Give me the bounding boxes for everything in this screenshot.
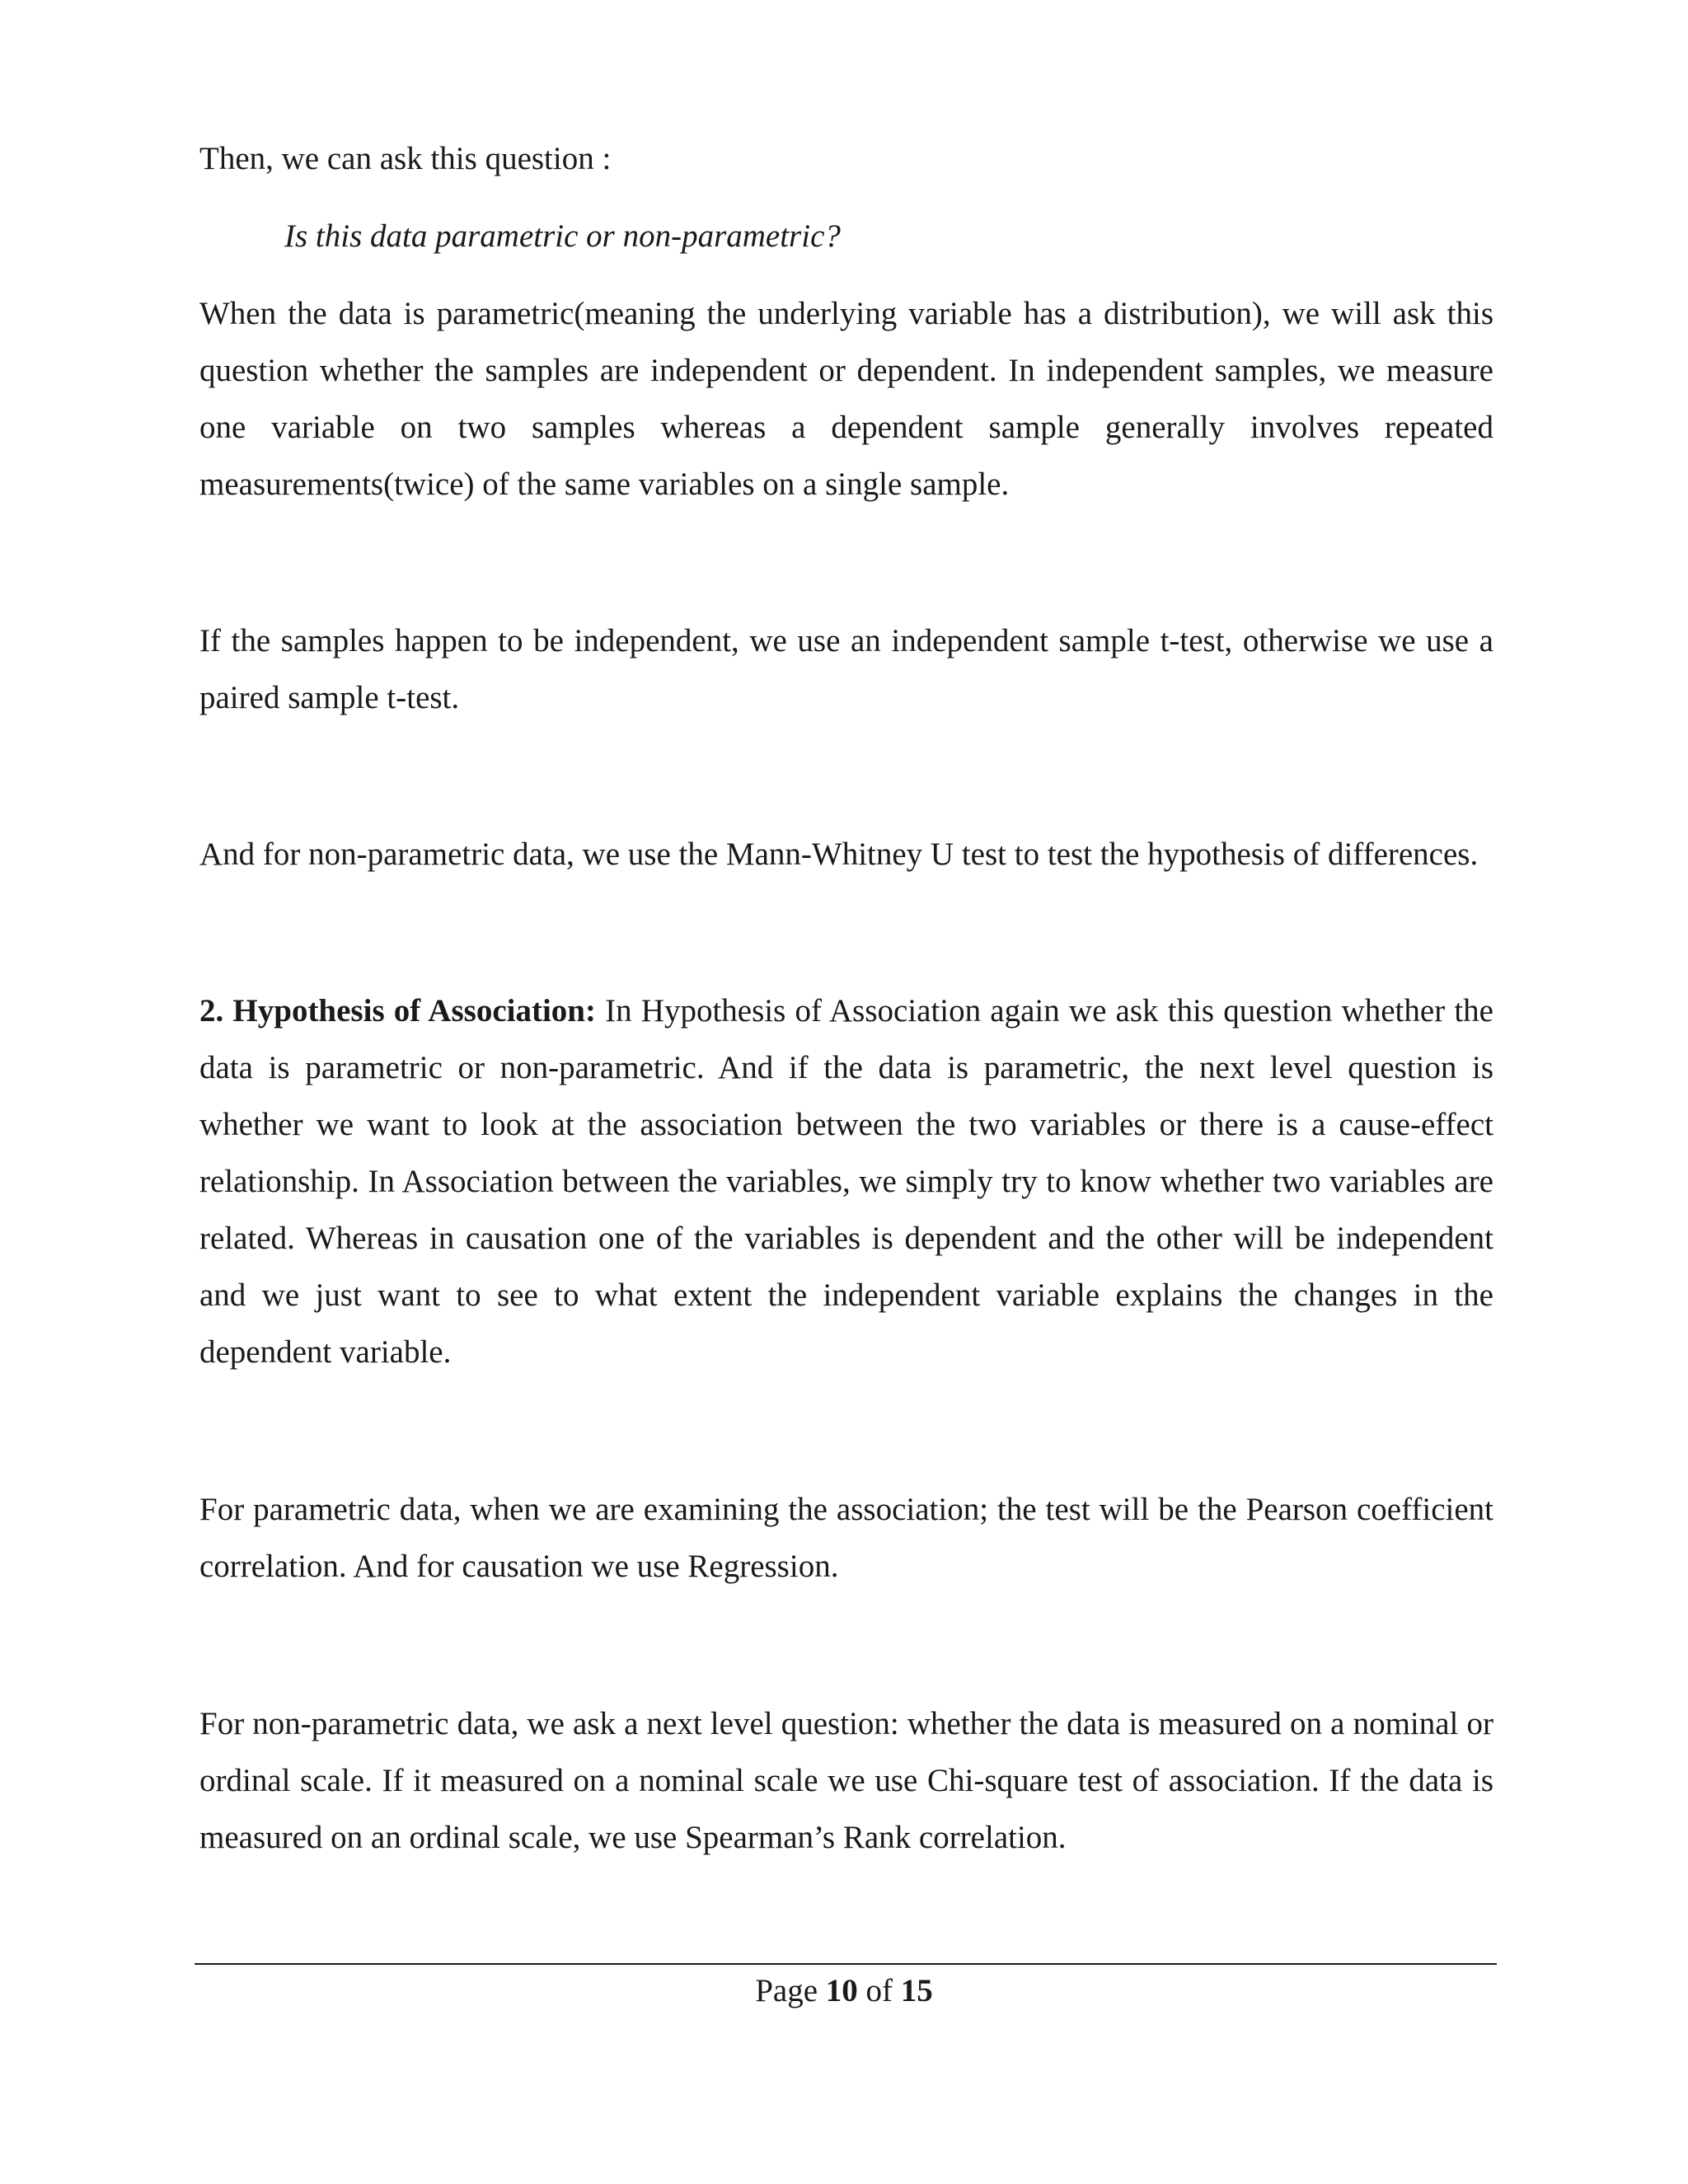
footer-divider <box>195 1963 1497 1965</box>
intro-line: Then, we can ask this question : <box>199 141 612 176</box>
paragraph-association-body: In Hypothesis of Association again we ask this question whether the data is parametric or non-parametric. And if the data is parametric, the next level question is whether we want to look at the association between the two variables or there is a cause-effect relationship. In Association between the variables, we simply try to know whether two variables are related. Whereas in causation one of the variables is dependent and the other will be independent and we just want to see to what extent the independent variable explains the changes in the dependent variable. <box>199 993 1493 1370</box>
footer-of-word: of <box>857 1973 901 2008</box>
paragraph-pearson-regression: For parametric data, when we are examining the association; the test will be the Pearson coefficient correlation. And for causation we use Regression. <box>199 1492 1493 1584</box>
paragraph-nonparametric-association: For non-parametric data, we ask a next level question: whether the data is measured on a nominal or ordinal scale. If it measured on a nominal scale we use Chi-square test of association. If the data is measured on an ordinal scale, we use Spearman’s Rank correlation. <box>199 1706 1493 1855</box>
section-heading-association: 2. Hypothesis of Association: <box>199 993 596 1029</box>
footer-page-word: Page <box>755 1973 826 2008</box>
paragraph-mann-whitney: And for non-parametric data, we use the Mann-Whitney U test to test the hypothesis of differences. <box>199 837 1479 872</box>
paragraph-parametric-samples: When the data is parametric(meaning the underlying variable has a distribution), we will ask this question whether the samples are independent or dependent. In independent samples, we measure one variable on two samples whereas a dependent sample generally involves repeated measurements(twice) of the same variables on a single sample. <box>199 296 1493 502</box>
question-line: Is this data parametric or non-parametric? <box>284 218 841 254</box>
paragraph-t-test: If the samples happen to be independent, we use an independent sample t-test, otherwise we use a paired sample t-test. <box>199 623 1493 715</box>
footer-current-page: 10 <box>825 1973 858 2008</box>
paragraph-association <box>199 982 1493 1380</box>
page-footer <box>0 1968 1688 2014</box>
footer-total-pages: 15 <box>900 1973 933 2008</box>
